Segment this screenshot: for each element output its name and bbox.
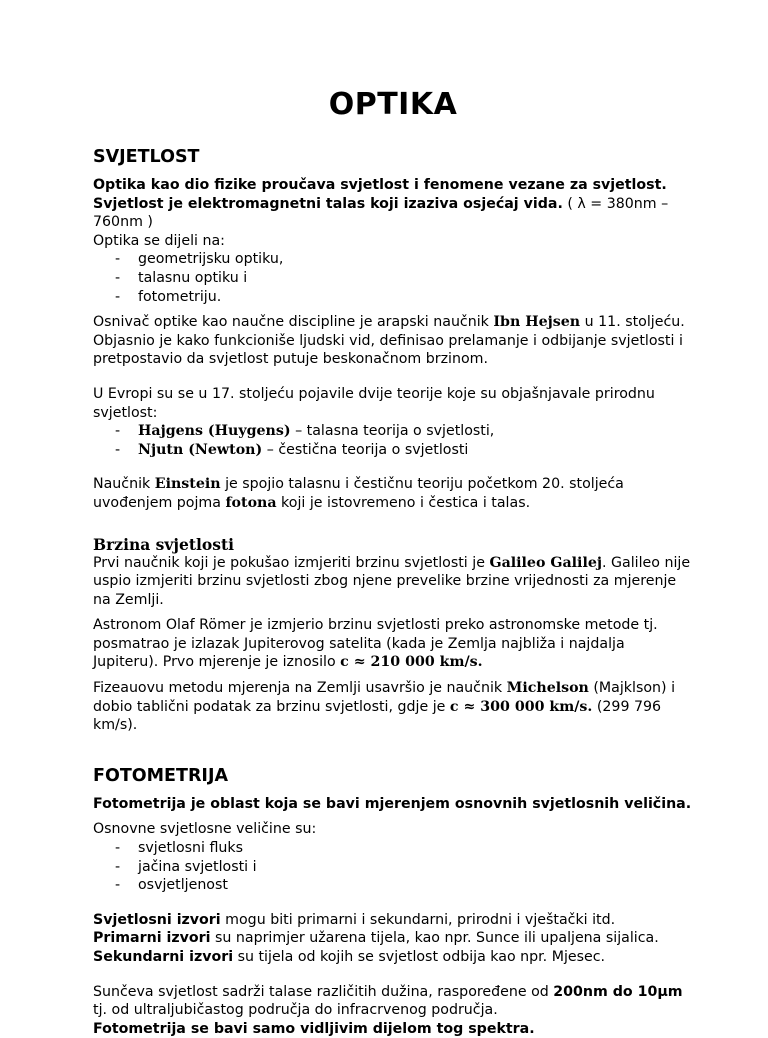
text-span: koji je istovremeno i čestica i talas. [276,494,531,511]
name-galileo: Galileo Galilej [489,554,602,571]
theories-list [93,422,693,459]
quantities-list [93,839,693,895]
list-item: - jačina svjetlosti i [93,858,693,877]
list-item: - svjetlosni fluks [93,839,693,858]
text-span: tj. od ultraljubičastog područja do infracrvenog područja. [93,1002,498,1019]
spectrum-range: 200nm do 10μm [553,983,683,1000]
wavelength-range: ( λ = 380nm – 760nm ) [93,195,669,231]
list-item [93,441,693,460]
theories-intro: U Evropi su se u 17. stoljeću pojavile dvije teorije koje su objašnjavale prirodnu svjetlost: [93,385,655,421]
michelson-paragraph [93,679,693,735]
text-span: Sunčeva svjetlost sadrži talase različitih dužina, raspoređene od [93,983,554,1000]
text-span: – čestična teorija o svjetlosti [262,441,469,458]
text-span: . Galileo nije uspio izmjeriti brzinu svjetlosti zbog njene prevelike brzine vrijednosti za mjerenje na Zemlji. [93,554,691,608]
list-item [93,422,693,441]
name-huygens: Hajgens (Huygens) [138,423,291,440]
quantities-intro: Osnovne svjetlosne veličine su: [93,821,317,838]
name-einstein: Einstein [154,476,221,493]
name-michelson: Michelson [506,680,589,697]
value-michelson: c ≈ 300 000 km/s. [449,698,593,715]
text-span: (299 796 km/s). [93,698,662,734]
page-title: OPTIKA [328,87,458,122]
term-sekundarni-izvori: Sekundarni izvori [93,949,234,965]
definition-line [93,195,693,232]
definition-bold: Svjetlost je elektromagnetni talas koji izaziva osjećaj vida. [93,195,563,212]
division-intro: Optika se dijeli na: [93,232,225,249]
text-span: Fizeauovu metodu mjerenja na Zemlji usavršio je naučnik [93,680,507,697]
romer-paragraph [93,616,693,672]
text-span: Osnivač optike kao naučne discipline je arapski naučnik [93,314,494,331]
value-romer: c ≈ 210 000 km/s. [340,654,483,671]
text-span: (Majklson) i dobio tablični podatak za brzinu svjetlosti, gdje je [93,680,676,715]
sources-paragraph [93,911,693,967]
einstein-paragraph [93,475,693,512]
text-span: u 11. stoljeću. [580,314,685,331]
text-span: su naprimjer užarena tijela, kao npr. Sunce ili upaljena sijalica. [210,930,659,947]
document-body [93,86,693,1038]
optics-branches-list [93,250,693,306]
text-span: su tijela od kojih se svjetlost odbija kao npr. Mjesec. [233,949,606,965]
term-primarni-izvori: Primarni izvori [93,930,211,947]
section-heading-fotometrija: FOTOMETRIJA [93,765,228,786]
list-item: - fotometriju. [93,288,693,307]
text-span: – talasna teorija o svjetlosti, [290,423,495,440]
spectrum-paragraph [93,983,693,1038]
text-span: mogu biti primarni i sekundarni, prirodni i vještački itd. [220,911,616,928]
name-ibn-hejsen: Ibn Hejsen [493,314,581,331]
list-item: - talasnu optiku i [93,269,693,288]
name-newton: Njutn (Newton) [138,441,263,458]
intro-line: Optika kao dio fizike proučava svjetlost i fenomene vezane za svjetlost. [93,177,667,193]
photometry-definition: Fotometrija je oblast koja se bavi mjerenjem osnovnih svjetlosnih veličina. [93,795,692,812]
section-heading-brzina: Brzina svjetlosti [93,534,235,554]
closing-statement: Fotometrija se bavi samo vidljivim dijelom tog spektra. [93,1020,535,1037]
term-foton: fotona [225,494,277,511]
text-span: Naučnik [93,476,155,493]
text-span: Prvi naučnik koji je pokušao izmjeriti brzinu svjetlosti je [93,554,490,571]
list-item: - osvjetljenost [93,876,693,895]
galileo-paragraph [93,554,693,610]
term-svjetlosni-izvori: Svjetlosni izvori [93,911,221,928]
section-heading-svjetlost: SVJETLOST [93,147,200,167]
text-span: je spojio talasnu i čestičnu teoriju početkom 20. stoljeća uvođenjem pojma [93,476,624,511]
list-item: - geometrijsku optiku, [93,250,693,269]
text-span: Objasnio je kako funkcioniše ljudski vid, definisao prelamanje i odbijanje svjetlosti i pretpostavio da svjetlost putuje beskonačnom brzinom. [93,332,683,368]
text-span: Astronom Olaf Römer je izmjerio brzinu svjetlosti preko astronomske metode tj. posmatrao je izlazak Jupiterovog satelita (kada je Zemlja najbliža i najdalja Jupiteru). Prvo mjerenje je iznosilo [93,617,658,671]
founder-paragraph [93,313,693,369]
